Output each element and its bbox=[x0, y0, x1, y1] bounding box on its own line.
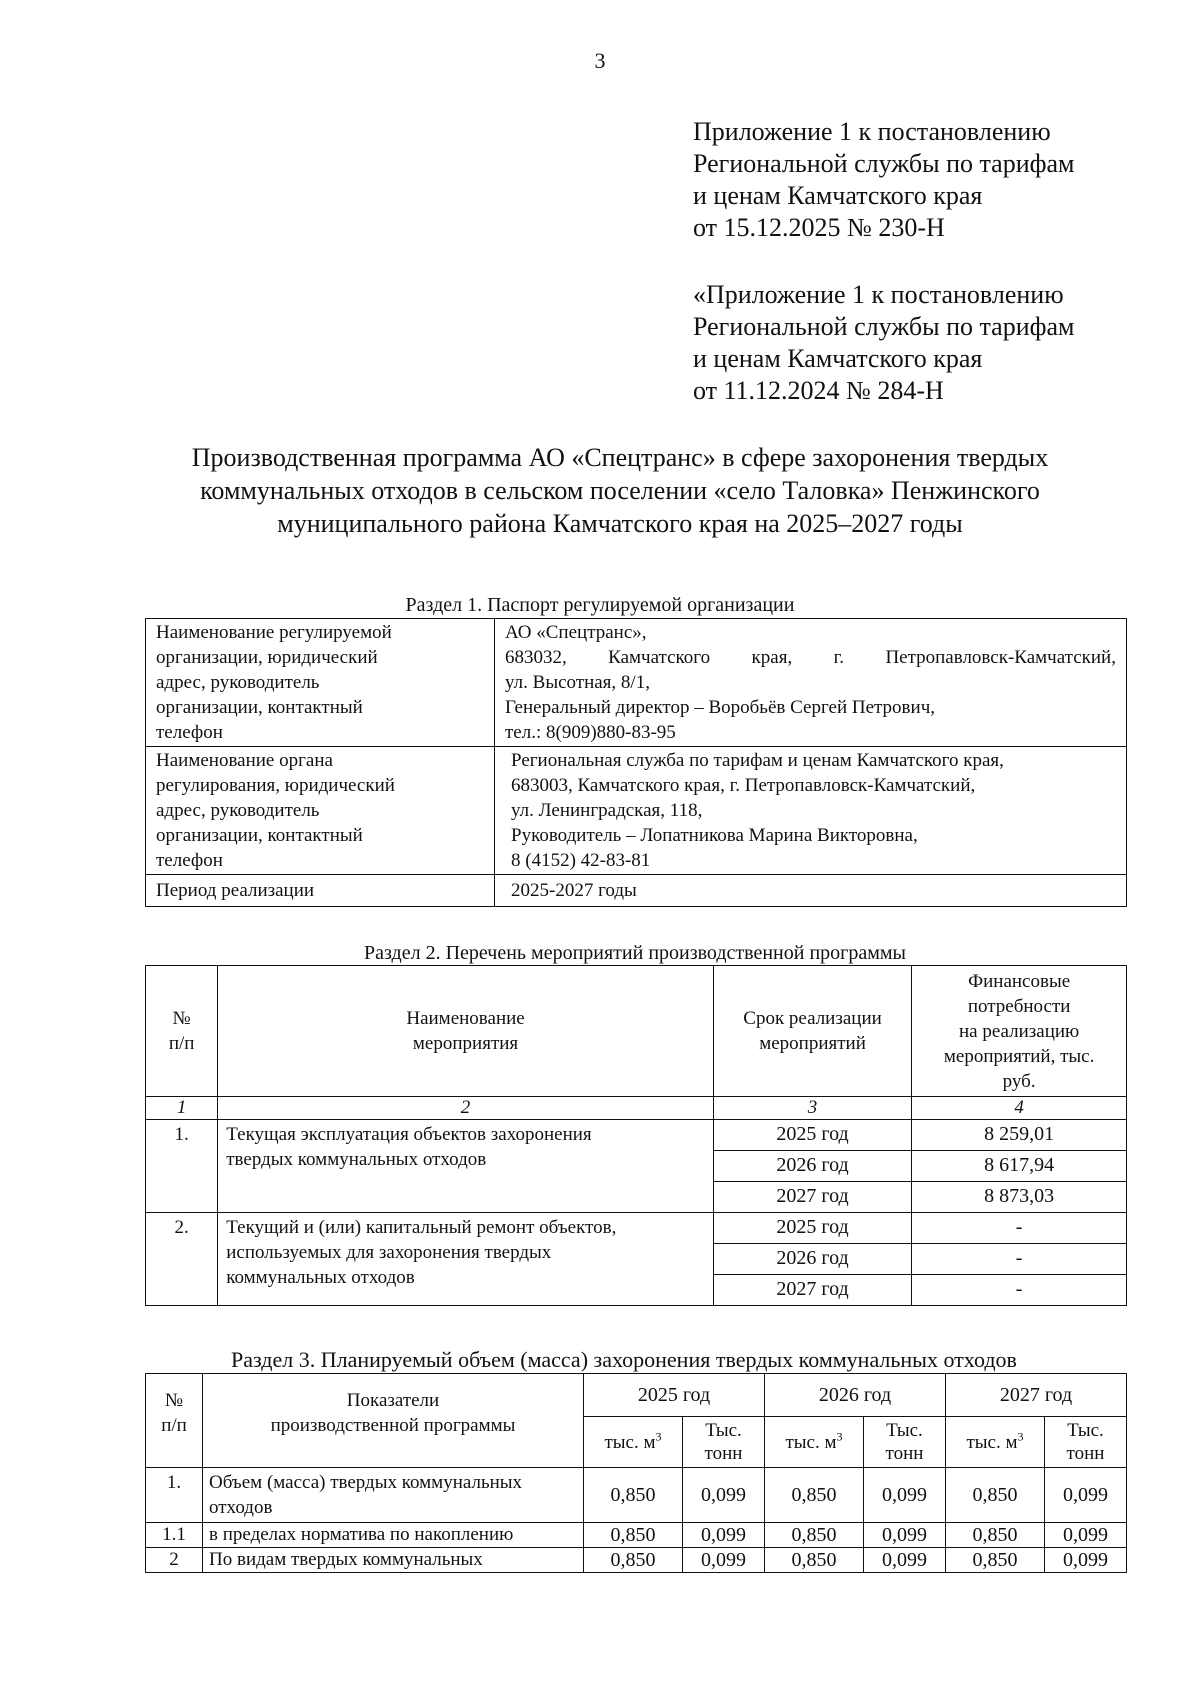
header-cell-num bbox=[146, 966, 218, 1097]
value-cell: 0,850 bbox=[945, 1468, 1044, 1523]
unit-text: тыс. м bbox=[604, 1431, 656, 1453]
value-cell: 0,099 bbox=[1044, 1548, 1126, 1573]
table-cell-label bbox=[146, 619, 495, 747]
row-indicator: По видам твердых коммунальных bbox=[203, 1548, 584, 1573]
cell-word: Камчатского bbox=[608, 647, 711, 668]
header-cell-unit-volume bbox=[584, 1417, 683, 1468]
cell-line: № bbox=[164, 1390, 184, 1411]
table-cell-label bbox=[146, 875, 495, 907]
cell-line: тонн bbox=[704, 1443, 743, 1464]
title-line: Производственная программа АО «Спецтранс» в сфере захоронения твердых bbox=[191, 443, 1049, 472]
cell-line: твердых коммунальных отходов bbox=[226, 1149, 487, 1170]
value-cell: 0,099 bbox=[683, 1468, 765, 1523]
item-finance: 8 259,01 bbox=[912, 1120, 1127, 1151]
cell-line: ул. Ленинградская, 118, bbox=[511, 800, 703, 821]
header-cell-finance bbox=[912, 966, 1127, 1097]
appendix-line: Приложение 1 к постановлению bbox=[693, 117, 1051, 146]
cell-line: организации, юридический bbox=[156, 647, 378, 668]
cell-line: организации, контактный bbox=[156, 825, 363, 846]
item-year: 2027 год bbox=[713, 1182, 911, 1213]
unit-text: тыс. м bbox=[966, 1431, 1018, 1453]
cell-line: 683003, Камчатского края, г. Петропавловск-Камчатский, bbox=[511, 775, 976, 796]
table-row bbox=[146, 747, 1127, 875]
cell-line: мероприятия bbox=[412, 1033, 519, 1054]
cell-line: Наименование регулируемой bbox=[156, 622, 392, 643]
value-cell: 0,850 bbox=[764, 1548, 863, 1573]
value-cell: 0,099 bbox=[863, 1548, 945, 1573]
cell-word: 683032, bbox=[505, 647, 567, 668]
cell-line: телефон bbox=[156, 722, 223, 743]
table-cell-value bbox=[495, 619, 1127, 747]
unit-sup: 3 bbox=[655, 1429, 662, 1444]
table-row bbox=[146, 1548, 1127, 1573]
item-finance: 8 873,03 bbox=[912, 1182, 1127, 1213]
activities-table bbox=[145, 965, 1127, 1306]
cell-line: Наименование bbox=[406, 1008, 525, 1029]
item-finance: 8 617,94 bbox=[912, 1151, 1127, 1182]
cell-line: адрес, руководитель bbox=[156, 672, 320, 693]
cell-line: тонн bbox=[885, 1443, 924, 1464]
cell-line-justified bbox=[505, 645, 1116, 670]
value-cell: 0,850 bbox=[764, 1468, 863, 1523]
value-cell: 0,850 bbox=[584, 1548, 683, 1573]
table-row bbox=[146, 1120, 1127, 1151]
cell-line: производственной программы bbox=[270, 1415, 516, 1436]
appendix-note-current bbox=[693, 116, 1074, 244]
unit-sup: 3 bbox=[836, 1429, 843, 1444]
appendix-line: от 15.12.2025 № 230-Н bbox=[693, 213, 945, 242]
volume-table bbox=[145, 1373, 1127, 1573]
appendix-note-previous bbox=[693, 279, 1074, 407]
header-cell-num bbox=[146, 1374, 203, 1468]
cell-line: Период реализации bbox=[156, 880, 315, 901]
appendix-line: Региональной службы по тарифам bbox=[693, 149, 1075, 178]
value-cell: 0,099 bbox=[1044, 1523, 1126, 1548]
item-name bbox=[218, 1120, 714, 1213]
cell-word: Петропавловск-Камчатский, bbox=[885, 647, 1116, 668]
passport-table bbox=[145, 618, 1127, 907]
item-number: 2. bbox=[146, 1213, 218, 1306]
table-cell-label bbox=[146, 747, 495, 875]
cell-line: потребности bbox=[967, 995, 1071, 1017]
cell-line: тел.: 8(909)880-83-95 bbox=[505, 722, 676, 743]
appendix-line: от 11.12.2024 № 284-Н bbox=[693, 376, 944, 405]
header-cell-unit-volume bbox=[945, 1417, 1044, 1468]
cell-line: тонн bbox=[1066, 1443, 1105, 1464]
item-finance: - bbox=[912, 1275, 1127, 1306]
table-row bbox=[146, 1468, 1127, 1523]
table-row bbox=[146, 619, 1127, 747]
title-line: муниципального района Камчатского края на 2025–2027 годы bbox=[277, 509, 963, 538]
item-year: 2025 год bbox=[713, 1120, 911, 1151]
cell-line: Наименование органа bbox=[156, 750, 333, 771]
appendix-line: Региональной службы по тарифам bbox=[693, 312, 1075, 341]
row-indicator bbox=[203, 1468, 584, 1523]
header-cell-year: 2027 год bbox=[945, 1374, 1126, 1417]
cell-line: мероприятий bbox=[759, 1033, 866, 1054]
header-cell-term bbox=[713, 966, 911, 1097]
item-year: 2026 год bbox=[713, 1151, 911, 1182]
appendix-line: и ценам Камчатского края bbox=[693, 344, 983, 373]
row-number: 1.1 bbox=[146, 1523, 203, 1548]
section3-caption: Раздел 3. Планируемый объем (масса) захоронения твердых коммунальных отходов bbox=[231, 1347, 1017, 1372]
header-cell-unit-mass bbox=[1044, 1417, 1126, 1468]
cell-line: п/п bbox=[161, 1415, 187, 1436]
value-cell: 0,099 bbox=[863, 1523, 945, 1548]
cell-line: ул. Высотная, 8/1, bbox=[505, 672, 650, 693]
section1-caption: Раздел 1. Паспорт регулируемой организации bbox=[405, 594, 795, 616]
cell-line: Тыс. bbox=[705, 1420, 742, 1441]
cell-line: АО «Спецтранс», bbox=[505, 622, 647, 643]
cell-line: Финансовые bbox=[968, 970, 1071, 992]
cell-line: адрес, руководитель bbox=[156, 800, 320, 821]
table-row bbox=[146, 1523, 1127, 1548]
item-finance: - bbox=[912, 1213, 1127, 1244]
cell-line: п/п bbox=[168, 1033, 195, 1054]
table-cell-value bbox=[495, 747, 1127, 875]
title-line: коммунальных отходов в сельском поселении «село Таловка» Пенжинского bbox=[200, 476, 1040, 505]
cell-line: Срок реализации bbox=[743, 1008, 882, 1029]
cell-line: 2025-2027 годы bbox=[511, 880, 637, 901]
cell-word: г. bbox=[833, 647, 845, 668]
cell-line: Руководитель – Лопатникова Марина Викторовна, bbox=[511, 825, 918, 846]
column-index: 3 bbox=[713, 1097, 911, 1120]
cell-line: регулирования, юридический bbox=[156, 775, 395, 796]
item-name bbox=[218, 1213, 714, 1306]
cell-line: Текущий и (или) капитальный ремонт объектов, bbox=[226, 1217, 617, 1238]
cell-line: Региональная служба по тарифам и ценам Камчатского края, bbox=[511, 750, 1004, 771]
value-cell: 0,850 bbox=[584, 1523, 683, 1548]
cell-line: отходов bbox=[209, 1497, 273, 1518]
cell-word: края, bbox=[751, 647, 793, 668]
cell-line: Текущая эксплуатация объектов захоронения bbox=[226, 1124, 592, 1145]
cell-line: Генеральный директор – Воробьёв Сергей Петрович, bbox=[505, 697, 935, 718]
cell-line: Объем (масса) твердых коммунальных bbox=[209, 1472, 523, 1493]
unit-text: тыс. м bbox=[785, 1431, 837, 1453]
table-row bbox=[146, 875, 1127, 907]
document-title bbox=[130, 441, 1110, 540]
row-number: 1. bbox=[146, 1468, 203, 1523]
value-cell: 0,850 bbox=[764, 1523, 863, 1548]
cell-line: 8 (4152) 42-83-81 bbox=[511, 850, 651, 871]
value-cell: 0,850 bbox=[584, 1468, 683, 1523]
value-cell: 0,099 bbox=[863, 1468, 945, 1523]
item-year: 2025 год bbox=[713, 1213, 911, 1244]
unit-sup: 3 bbox=[1017, 1429, 1024, 1444]
item-year: 2027 год bbox=[713, 1275, 911, 1306]
section2-caption: Раздел 2. Перечень мероприятий производственной программы bbox=[364, 942, 906, 964]
cell-line: Тыс. bbox=[886, 1420, 923, 1441]
cell-line: организации, контактный bbox=[156, 697, 363, 718]
header-cell-unit-volume bbox=[764, 1417, 863, 1468]
column-index: 2 bbox=[218, 1097, 714, 1120]
appendix-line: и ценам Камчатского края bbox=[693, 181, 983, 210]
row-number: 2 bbox=[146, 1548, 203, 1573]
page-number: 3 bbox=[594, 48, 606, 73]
cell-line: мероприятий, тыс. bbox=[943, 1045, 1095, 1067]
header-cell-unit-mass bbox=[683, 1417, 765, 1468]
header-cell-year: 2026 год bbox=[764, 1374, 945, 1417]
item-number: 1. bbox=[146, 1120, 218, 1213]
header-cell-name bbox=[218, 966, 714, 1097]
item-finance: - bbox=[912, 1244, 1127, 1275]
cell-line: используемых для захоронения твердых bbox=[226, 1242, 552, 1263]
appendix-line: «Приложение 1 к постановлению bbox=[693, 280, 1064, 309]
column-index: 4 bbox=[912, 1097, 1127, 1120]
cell-line: коммунальных отходов bbox=[226, 1267, 415, 1288]
row-indicator: в пределах норматива по накоплению bbox=[203, 1523, 584, 1548]
table-header-row bbox=[146, 966, 1127, 1097]
value-cell: 0,099 bbox=[1044, 1468, 1126, 1523]
cell-line: № bbox=[172, 1008, 191, 1029]
cell-line: на реализацию bbox=[959, 1020, 1080, 1042]
value-cell: 0,099 bbox=[683, 1523, 765, 1548]
item-year: 2026 год bbox=[713, 1244, 911, 1275]
header-cell-indicator bbox=[203, 1374, 584, 1468]
value-cell: 0,850 bbox=[945, 1523, 1044, 1548]
value-cell: 0,099 bbox=[683, 1548, 765, 1573]
header-cell-year: 2025 год bbox=[584, 1374, 765, 1417]
header-cell-unit-mass bbox=[863, 1417, 945, 1468]
cell-line: руб. bbox=[1002, 1070, 1036, 1092]
column-index-row bbox=[146, 1097, 1127, 1120]
column-index: 1 bbox=[146, 1097, 218, 1120]
cell-line: Тыс. bbox=[1067, 1420, 1104, 1441]
table-cell-value bbox=[495, 875, 1127, 907]
table-row bbox=[146, 1213, 1127, 1244]
cell-line: Показатели bbox=[346, 1390, 440, 1411]
table-header-row bbox=[146, 1374, 1127, 1417]
cell-line: телефон bbox=[156, 850, 223, 871]
value-cell: 0,850 bbox=[945, 1548, 1044, 1573]
